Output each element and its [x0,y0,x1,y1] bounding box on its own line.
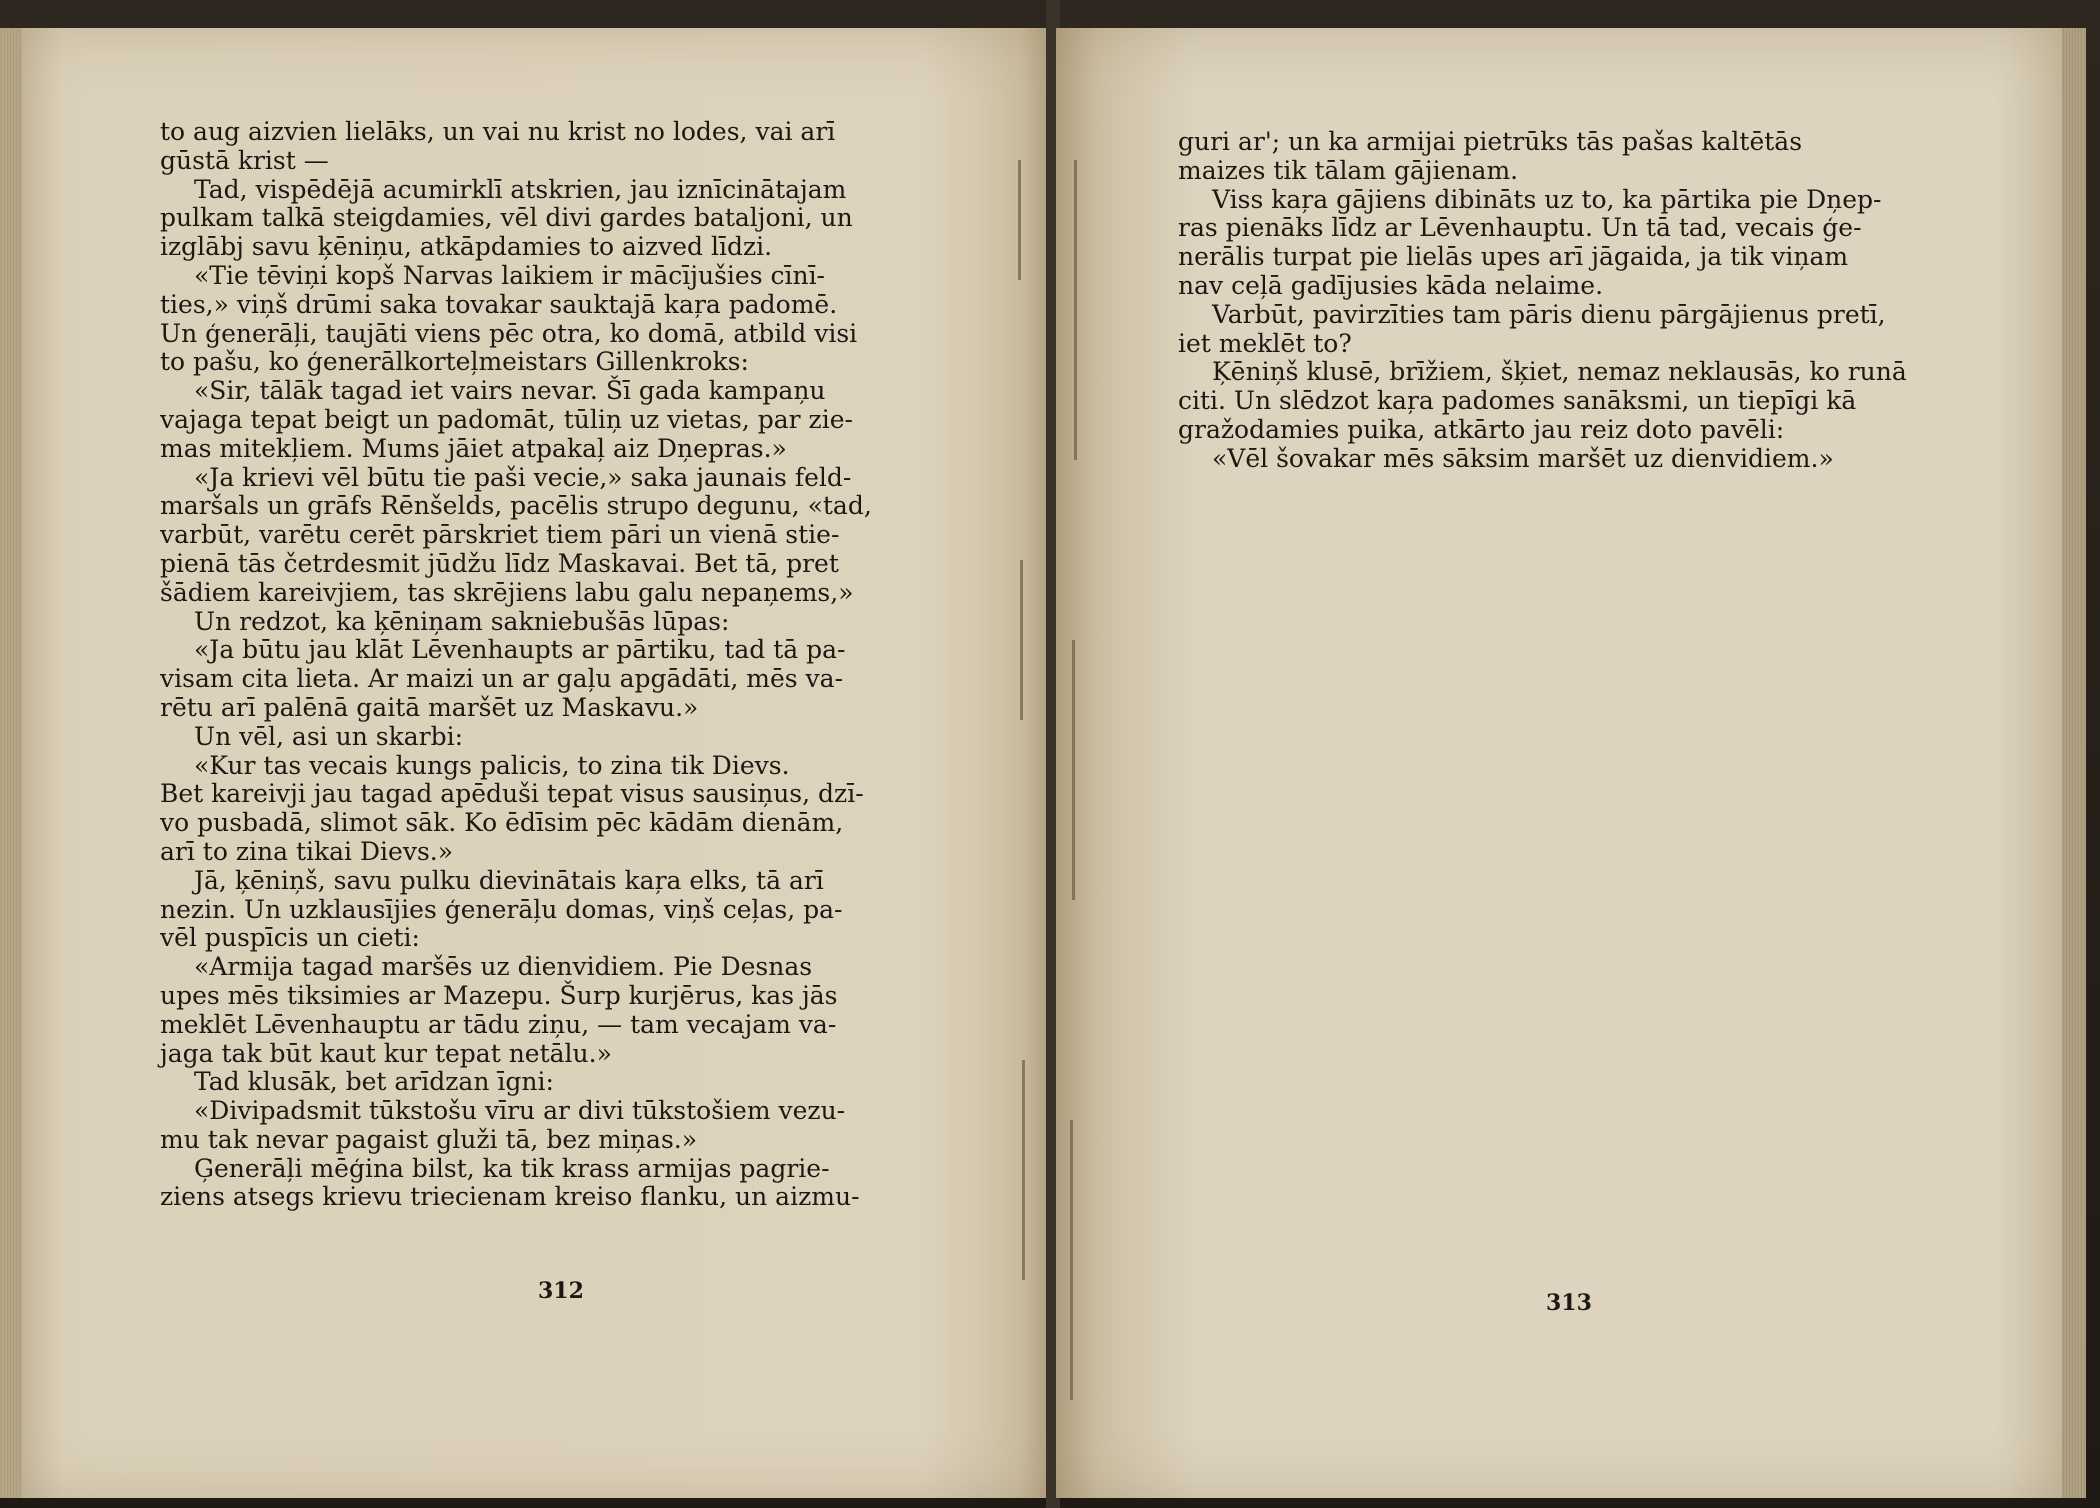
right-page-text [1178,128,1922,474]
text-line: «Armija tagad maršēs uz dienvidiem. Pie Desnas [194,952,813,982]
text-line: gūstā krist — [160,145,329,175]
text-line: maizes tik tālam gājienam. [1178,155,1519,185]
binding-stitch [1070,1120,1073,1400]
text-line: Bet kareivji jau tagad apēduši tepat visus sausiņus, dzī- [160,779,864,809]
text-line: mu tak nevar pagaist gluži tā, bez miņas.» [160,1124,698,1154]
text-line: ziens atsegs krievu triecienam kreiso flanku, un aizmu- [160,1182,860,1212]
text-line: meklēt Lēvenhauptu ar tādu ziņu, — tam vecajam va- [160,1009,837,1039]
text-line: upes mēs tiksimies ar Mazepu. Šurp kurjērus, kas jās [160,980,838,1010]
text-line: to pašu, ko ģenerālkorteļmeistars Gillenkroks: [160,347,749,377]
text-line: «Vēl šovakar mēs sāksim maršēt uz dienvidiem.» [1212,443,1834,473]
text-line: maršals un grāfs Rēnšelds, pacēlis strupo degunu, «tad, [160,491,872,521]
left-page-number: 312 [538,1278,584,1304]
text-line: Varbūt, pavirzīties tam pāris dienu pārgājienus pretī, [1212,299,1886,329]
text-line: ras pienāks līdz ar Lēvenhauptu. Un tā tad, vecais ģe- [1178,213,1862,243]
text-line: Tad, vispēdējā acumirklī atskrien, jau iznīcinātajam [194,174,847,204]
text-line: pulkam talkā steigdamies, vēl divi gardes bataljoni, un [160,203,853,233]
text-line: guri ar'; un ka armijai pietrūks tās pašas kaltētās [1178,127,1803,156]
text-line: Un redzot, ka ķēniņam sakniebušās lūpas: [194,606,730,636]
text-line: Jā, ķēniņš, savu pulku dievinātais kaŗa elks, tā arī [194,865,824,895]
binding-stitch [1020,560,1023,720]
text-line: mas mitekļiem. Mums jāiet atpakaļ aiz Dņepras.» [160,433,787,463]
text-line: Ģenerāļi mēģina bilst, ka tik krass armijas pagrie- [194,1153,830,1183]
text-line: «Ja būtu jau klāt Lēvenhaupts ar pārtiku, tad tā pa- [194,635,846,665]
text-line: Un vēl, asi un skarbi: [194,721,464,751]
text-line: jaga tak būt kaut kur tepat netālu.» [160,1038,612,1068]
right-page-number: 313 [1546,1290,1592,1316]
text-line: varbūt, varētu cerēt pārskriet tiem pāri un vienā stie- [160,520,840,550]
text-line: Viss kaŗa gājiens dibināts uz to, ka pārtika pie Dņep- [1212,184,1882,214]
text-line: nerālis turpat pie lielās upes arī jāgaida, ja tik viņam [1178,242,1849,272]
text-line: šādiem kareivjiem, tas skrējiens labu galu nepaņems,» [160,577,854,607]
binding-stitch [1018,160,1021,280]
text-line: arī to zina tikai Dievs.» [160,836,454,866]
text-line: «Ja krievi vēl būtu tie paši vecie,» saka jaunais feld- [194,462,852,492]
binding-stitch [1022,1060,1025,1280]
binding-stitch [1072,640,1075,900]
text-line: nav ceļā gadījusies kāda nelaime. [1178,270,1604,300]
right-page-edges [2062,28,2086,1498]
text-line: pienā tās četrdesmit jūdžu līdz Maskavai. Bet tā, pret [160,548,839,578]
text-line: visam cita lieta. Ar maizi un ar gaļu apgādāti, mēs va- [160,664,844,694]
text-line: «Tie tēviņi kopš Narvas laikiem ir mācījušies cīnī- [194,260,826,290]
binding-stitch [1074,160,1077,460]
text-line: to aug aizvien lielāks, un vai nu krist no lodes, vai arī [160,117,836,146]
text-line: Tad klusāk, bet arīdzan īgni: [194,1067,554,1097]
text-line: rētu arī palēnā gaitā maršēt uz Maskavu.» [160,692,699,722]
text-line: vajaga tepat beigt un padomāt, tūliņ uz vietas, par zie- [160,404,853,434]
text-line: vēl puspīcis un cieti: [160,923,420,953]
text-line: vo pusbadā, slimot sāk. Ko ēdīsim pēc kādām dienām, [160,808,844,838]
text-line: nezin. Un uzklausījies ģenerāļu domas, viņš ceļas, pa- [160,894,843,924]
text-line: «Sir, tālāk tagad iet vairs nevar. Šī gada kampaņu [194,376,826,406]
text-line: «Kur tas vecais kungs palicis, to zina tik Dievs. [194,750,790,780]
text-line: Ķēniņš klusē, brīžiem, šķiet, nemaz neklausās, ko runā [1212,357,1907,387]
text-line: Un ģenerāļi, taujāti viens pēc otra, ko domā, atbild visi [160,318,858,348]
left-page-edges [0,28,22,1498]
text-line: citi. Un slēdzot kaŗa padomes sanāksmi, un tiepīgi kā [1178,386,1857,416]
text-line: gražodamies puika, atkārto jau reiz doto pavēli: [1178,414,1785,444]
text-line: «Divipadsmit tūkstošu vīru ar divi tūkstošiem vezu- [194,1096,846,1126]
text-line: ties,» viņš drūmi saka tovakar sauktajā kaŗa padomē. [160,289,838,319]
left-page-text [160,118,914,1212]
text-line: izglābj savu ķēniņu, atkāpdamies to aizved līdzi. [160,232,773,262]
text-line: iet meklēt to? [1178,328,1352,358]
